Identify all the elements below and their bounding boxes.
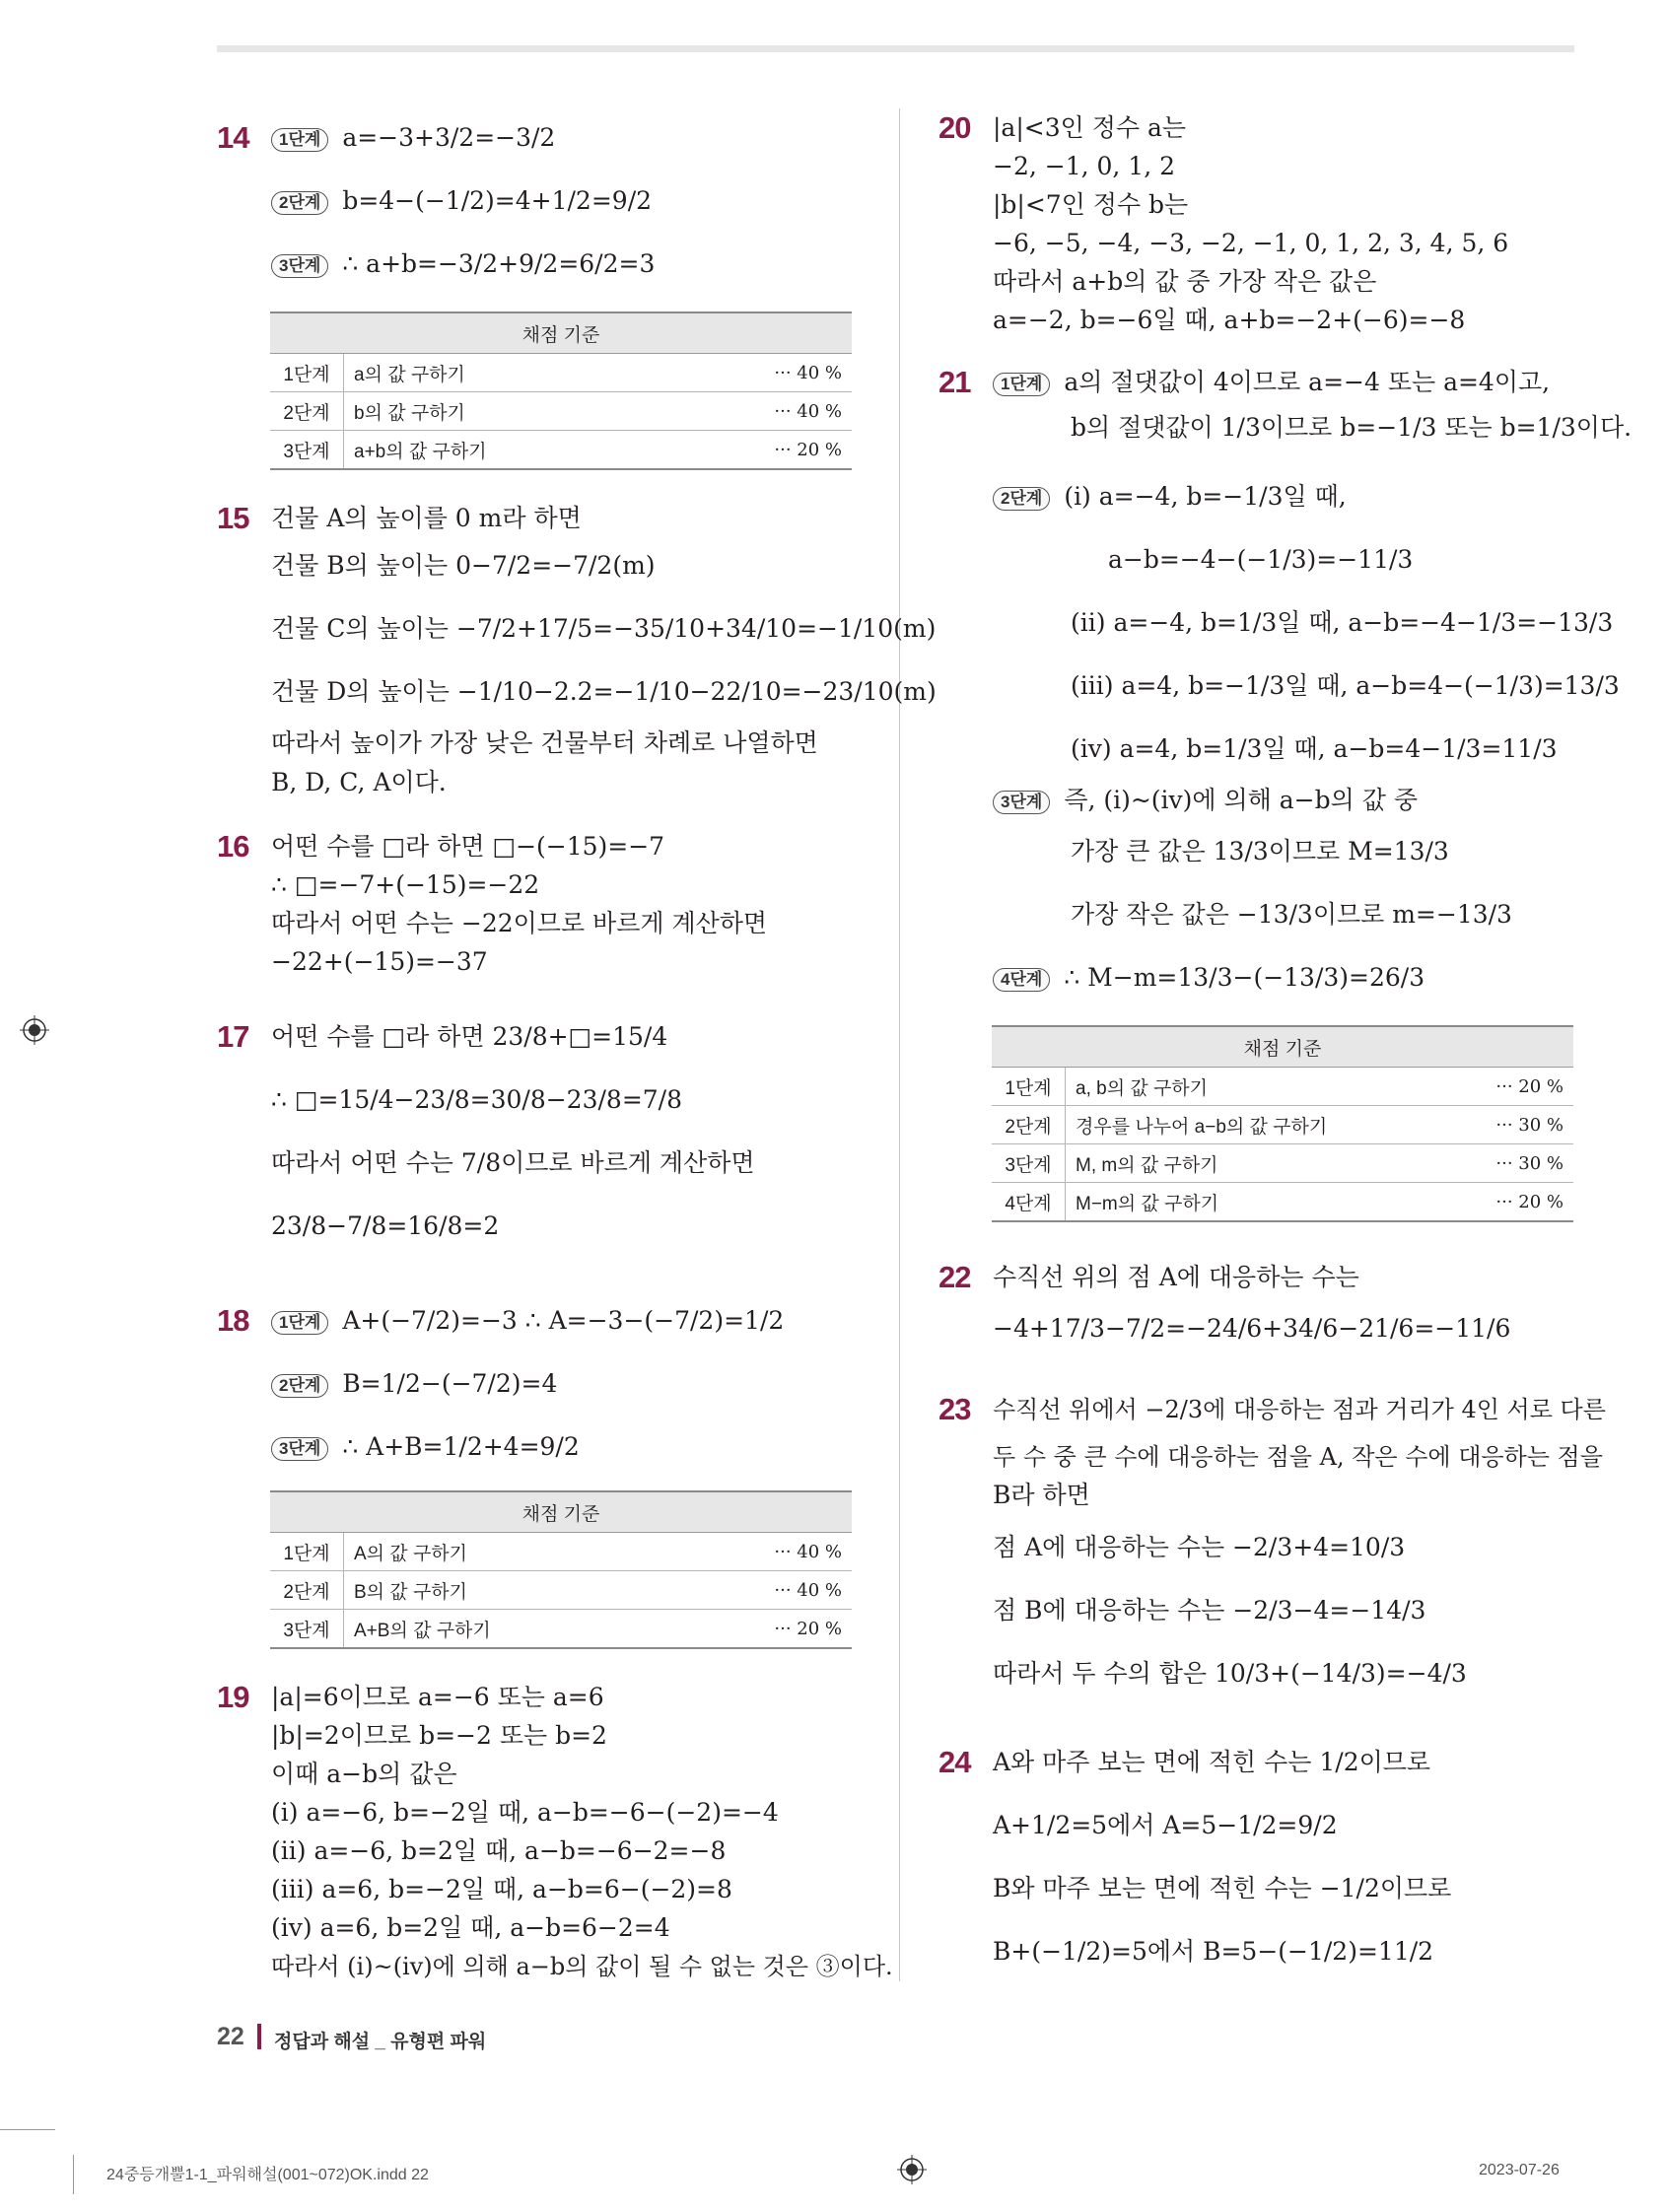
- line: 따라서 (ⅰ)~(ⅳ)에 의해 a−b의 값이 될 수 없는 것은 ③이다.: [271, 1953, 893, 1980]
- line: 수직선 위의 점 A에 대응하는 수는: [993, 1263, 1359, 1291]
- problem-number: 19: [217, 1680, 249, 1714]
- line: 수직선 위에서 −2/3에 대응하는 점과 거리가 4인 서로 다른: [993, 1396, 1606, 1423]
- cell: 1단계: [270, 354, 344, 392]
- text: a=−3+3/2=−3/2: [342, 123, 556, 152]
- cell: 3단계: [992, 1144, 1066, 1183]
- line: (ⅱ) a=−4, b=1/3일 때, a−b=−4−1/3=−13/3: [1071, 608, 1614, 637]
- line: 따라서 어떤 수는 7/8이므로 바르게 계산하면: [271, 1148, 755, 1177]
- line: |a|<3인 정수 a는: [993, 113, 1187, 142]
- cell: ··· 40 %: [667, 354, 852, 392]
- line: B, D, C, A이다.: [271, 768, 447, 796]
- cell: 4단계: [992, 1183, 1066, 1222]
- step-badge: 2단계: [993, 487, 1050, 511]
- line: [271, 120, 555, 156]
- line: −4+17/3−7/2=−24/6+34/6−21/6=−11/6: [993, 1314, 1511, 1343]
- table-row: [270, 1610, 852, 1649]
- cell: 2단계: [992, 1106, 1066, 1144]
- cell: 2단계: [270, 392, 344, 431]
- table-row: [270, 392, 852, 431]
- line: (ⅳ) a=6, b=2일 때, a−b=6−2=4: [271, 1913, 670, 1942]
- cell: ··· 40 %: [670, 1533, 852, 1571]
- line: 어떤 수를 □라 하면 □−(−15)=−7: [271, 832, 665, 861]
- line: −6, −5, −4, −3, −2, −1, 0, 1, 2, 3, 4, 5, 6: [993, 229, 1509, 257]
- line: ∴ □=−7+(−15)=−22: [271, 870, 540, 899]
- step-badge: 3단계: [271, 254, 328, 278]
- line: (ⅲ) a=6, b=−2일 때, a−b=6−(−2)=8: [271, 1875, 732, 1903]
- line: 23/8−7/8=16/8=2: [271, 1211, 500, 1240]
- line: 이때 a−b의 값은: [271, 1760, 457, 1788]
- cell: 2단계: [270, 1571, 344, 1610]
- line: (ⅲ) a=4, b=−1/3일 때, a−b=4−(−1/3)=13/3: [1071, 671, 1620, 700]
- cell: a, b의 값 구하기: [1066, 1068, 1450, 1106]
- line: 건물 D의 높이는 −1/10−2.2=−1/10−22/10=−23/10(m): [271, 677, 937, 706]
- line: −2, −1, 0, 1, 2: [993, 152, 1175, 180]
- line: [993, 960, 1425, 996]
- cell: 3단계: [270, 431, 344, 470]
- column-divider: [899, 108, 900, 1981]
- cell: ··· 20 %: [667, 431, 852, 470]
- table-row: [270, 354, 852, 392]
- problem-number: 20: [938, 110, 971, 145]
- table-row: [270, 1571, 852, 1610]
- cell: a의 값 구하기: [344, 354, 667, 392]
- line: a=−2, b=−6일 때, a+b=−2+(−6)=−8: [993, 306, 1466, 334]
- scoring-table: [270, 1490, 852, 1649]
- line: 따라서 어떤 수는 −22이므로 바르게 계산하면: [271, 909, 768, 937]
- line: A+1/2=5에서 A=5−1/2=9/2: [993, 1811, 1338, 1839]
- cell: ··· 20 %: [1450, 1068, 1573, 1106]
- line: b의 절댓값이 1/3이므로 b=−1/3 또는 b=1/3이다.: [1071, 413, 1633, 442]
- line: [271, 1429, 580, 1465]
- cell: A+B의 값 구하기: [344, 1610, 670, 1649]
- table-header: 채점 기준: [992, 1026, 1573, 1068]
- cell: B의 값 구하기: [344, 1571, 670, 1610]
- line: 점 B에 대응하는 수는 −2/3−4=−14/3: [993, 1596, 1426, 1624]
- line: [271, 183, 652, 219]
- text: b=4−(−1/2)=4+1/2=9/2: [342, 186, 653, 215]
- problem-number: 23: [938, 1392, 971, 1426]
- line: B+(−1/2)=5에서 B=5−(−1/2)=11/2: [993, 1937, 1434, 1966]
- table-row: [270, 1533, 852, 1571]
- line: 점 A에 대응하는 수는 −2/3+4=10/3: [993, 1533, 1406, 1561]
- table-row: [992, 1144, 1573, 1183]
- cell: ··· 40 %: [670, 1571, 852, 1610]
- line: [271, 246, 655, 282]
- top-rule: [217, 45, 1574, 52]
- text: B=1/2−(−7/2)=4: [342, 1369, 558, 1398]
- problem-number: 18: [217, 1303, 249, 1338]
- problem-number: 17: [217, 1019, 249, 1054]
- problem-number: 14: [217, 120, 249, 155]
- line: (ⅱ) a=−6, b=2일 때, a−b=−6−2=−8: [271, 1836, 727, 1865]
- registration-mark-icon: [20, 1015, 49, 1045]
- step-badge: 3단계: [993, 791, 1050, 814]
- text: 즉, (ⅰ)~(ⅳ)에 의해 a−b의 값 중: [1064, 786, 1418, 814]
- page-number: 22: [217, 2023, 244, 2050]
- line: 따라서 두 수의 합은 10/3+(−14/3)=−4/3: [993, 1659, 1467, 1688]
- footer-accent-bar: [257, 2024, 261, 2049]
- line: ∴ □=15/4−23/8=30/8−23/8=7/8: [271, 1085, 683, 1114]
- step-badge: 2단계: [271, 1374, 328, 1398]
- line: |a|=6이므로 a=−6 또는 a=6: [271, 1683, 604, 1711]
- line: |b|<7인 정수 b는: [993, 190, 1189, 219]
- line: [993, 365, 1550, 400]
- cell: ··· 20 %: [670, 1610, 852, 1649]
- line: |b|=2이므로 b=−2 또는 b=2: [271, 1721, 607, 1750]
- line: 가장 큰 값은 13/3이므로 M=13/3: [1071, 837, 1449, 865]
- crop-mark: [73, 2155, 74, 2194]
- problem-number: 16: [217, 829, 249, 864]
- print-file-info: 24중등개뿔1-1_파워해설(001~072)OK.indd 22: [106, 2167, 429, 2183]
- text: a의 절댓값이 4이므로 a=−4 또는 a=4이고,: [1064, 368, 1551, 396]
- problem-number: 15: [217, 501, 249, 535]
- line: a−b=−4−(−1/3)=−11/3: [1108, 545, 1414, 574]
- table-header: 채점 기준: [270, 1491, 852, 1533]
- line: B와 마주 보는 면에 적힌 수는 −1/2이므로: [993, 1874, 1452, 1902]
- text: (ⅰ) a=−4, b=−1/3일 때,: [1064, 482, 1347, 511]
- table-row: [992, 1106, 1573, 1144]
- step-badge: 4단계: [993, 968, 1050, 992]
- text: ∴ M−m=13/3−(−13/3)=26/3: [1064, 963, 1425, 992]
- line: 건물 C의 높이는 −7/2+17/5=−35/10+34/10=−1/10(m): [271, 614, 937, 643]
- line: A와 마주 보는 면에 적힌 수는 1/2이므로: [993, 1748, 1431, 1776]
- cell: ··· 30 %: [1450, 1106, 1573, 1144]
- line: 건물 B의 높이는 0−7/2=−7/2(m): [271, 551, 656, 580]
- line: 어떤 수를 □라 하면 23/8+□=15/4: [271, 1022, 668, 1051]
- step-badge: 1단계: [271, 1311, 328, 1335]
- line: 건물 A의 높이를 0 m라 하면: [271, 504, 582, 532]
- line: (ⅰ) a=−6, b=−2일 때, a−b=−6−(−2)=−4: [271, 1798, 779, 1827]
- step-badge: 3단계: [271, 1437, 328, 1461]
- line: 따라서 a+b의 값 중 가장 작은 값은: [993, 267, 1377, 296]
- line: [271, 1303, 784, 1339]
- crop-mark: [0, 2129, 55, 2130]
- cell: ··· 30 %: [1450, 1144, 1573, 1183]
- cell: 3단계: [270, 1610, 344, 1649]
- cell: 1단계: [992, 1068, 1066, 1106]
- line: 두 수 중 큰 수에 대응하는 점을 A, 작은 수에 대응하는 점을: [993, 1443, 1603, 1471]
- step-badge: 1단계: [271, 128, 328, 152]
- scoring-table: [270, 311, 852, 470]
- table-row: [992, 1183, 1573, 1222]
- text: ∴ a+b=−3/2+9/2=6/2=3: [342, 249, 656, 278]
- line: B라 하면: [993, 1481, 1090, 1509]
- text: A+(−7/2)=−3 ∴ A=−3−(−7/2)=1/2: [342, 1306, 785, 1335]
- problem-number: 24: [938, 1745, 971, 1779]
- problem-number: 22: [938, 1260, 971, 1294]
- cell: ··· 20 %: [1450, 1183, 1573, 1222]
- print-date: 2023-07-26: [1479, 2162, 1560, 2178]
- step-badge: 2단계: [271, 191, 328, 215]
- registration-mark-icon: [897, 2155, 927, 2184]
- line: [993, 479, 1347, 515]
- text: ∴ A+B=1/2+4=9/2: [342, 1432, 580, 1461]
- line: −22+(−15)=−37: [271, 947, 488, 976]
- table-row: [270, 431, 852, 470]
- cell: a+b의 값 구하기: [344, 431, 667, 470]
- scoring-table: [992, 1025, 1573, 1222]
- line: 가장 작은 값은 −13/3이므로 m=−13/3: [1071, 900, 1512, 929]
- line: [271, 1366, 557, 1402]
- cell: A의 값 구하기: [344, 1533, 670, 1571]
- line: (ⅳ) a=4, b=1/3일 때, a−b=4−1/3=11/3: [1071, 734, 1558, 763]
- cell: M−m의 값 구하기: [1066, 1183, 1450, 1222]
- cell: M, m의 값 구하기: [1066, 1144, 1450, 1183]
- table-header: 채점 기준: [270, 312, 852, 354]
- footer-title: 정답과 해설 _ 유형편 파워: [274, 2032, 487, 2052]
- cell: 1단계: [270, 1533, 344, 1571]
- line: 따라서 높이가 가장 낮은 건물부터 차례로 나열하면: [271, 728, 818, 757]
- problem-number: 21: [938, 365, 971, 399]
- line: [993, 783, 1418, 818]
- table-row: [992, 1068, 1573, 1106]
- cell: ··· 40 %: [667, 392, 852, 431]
- step-badge: 1단계: [993, 373, 1050, 396]
- cell: b의 값 구하기: [344, 392, 667, 431]
- cell: 경우를 나누어 a−b의 값 구하기: [1066, 1106, 1450, 1144]
